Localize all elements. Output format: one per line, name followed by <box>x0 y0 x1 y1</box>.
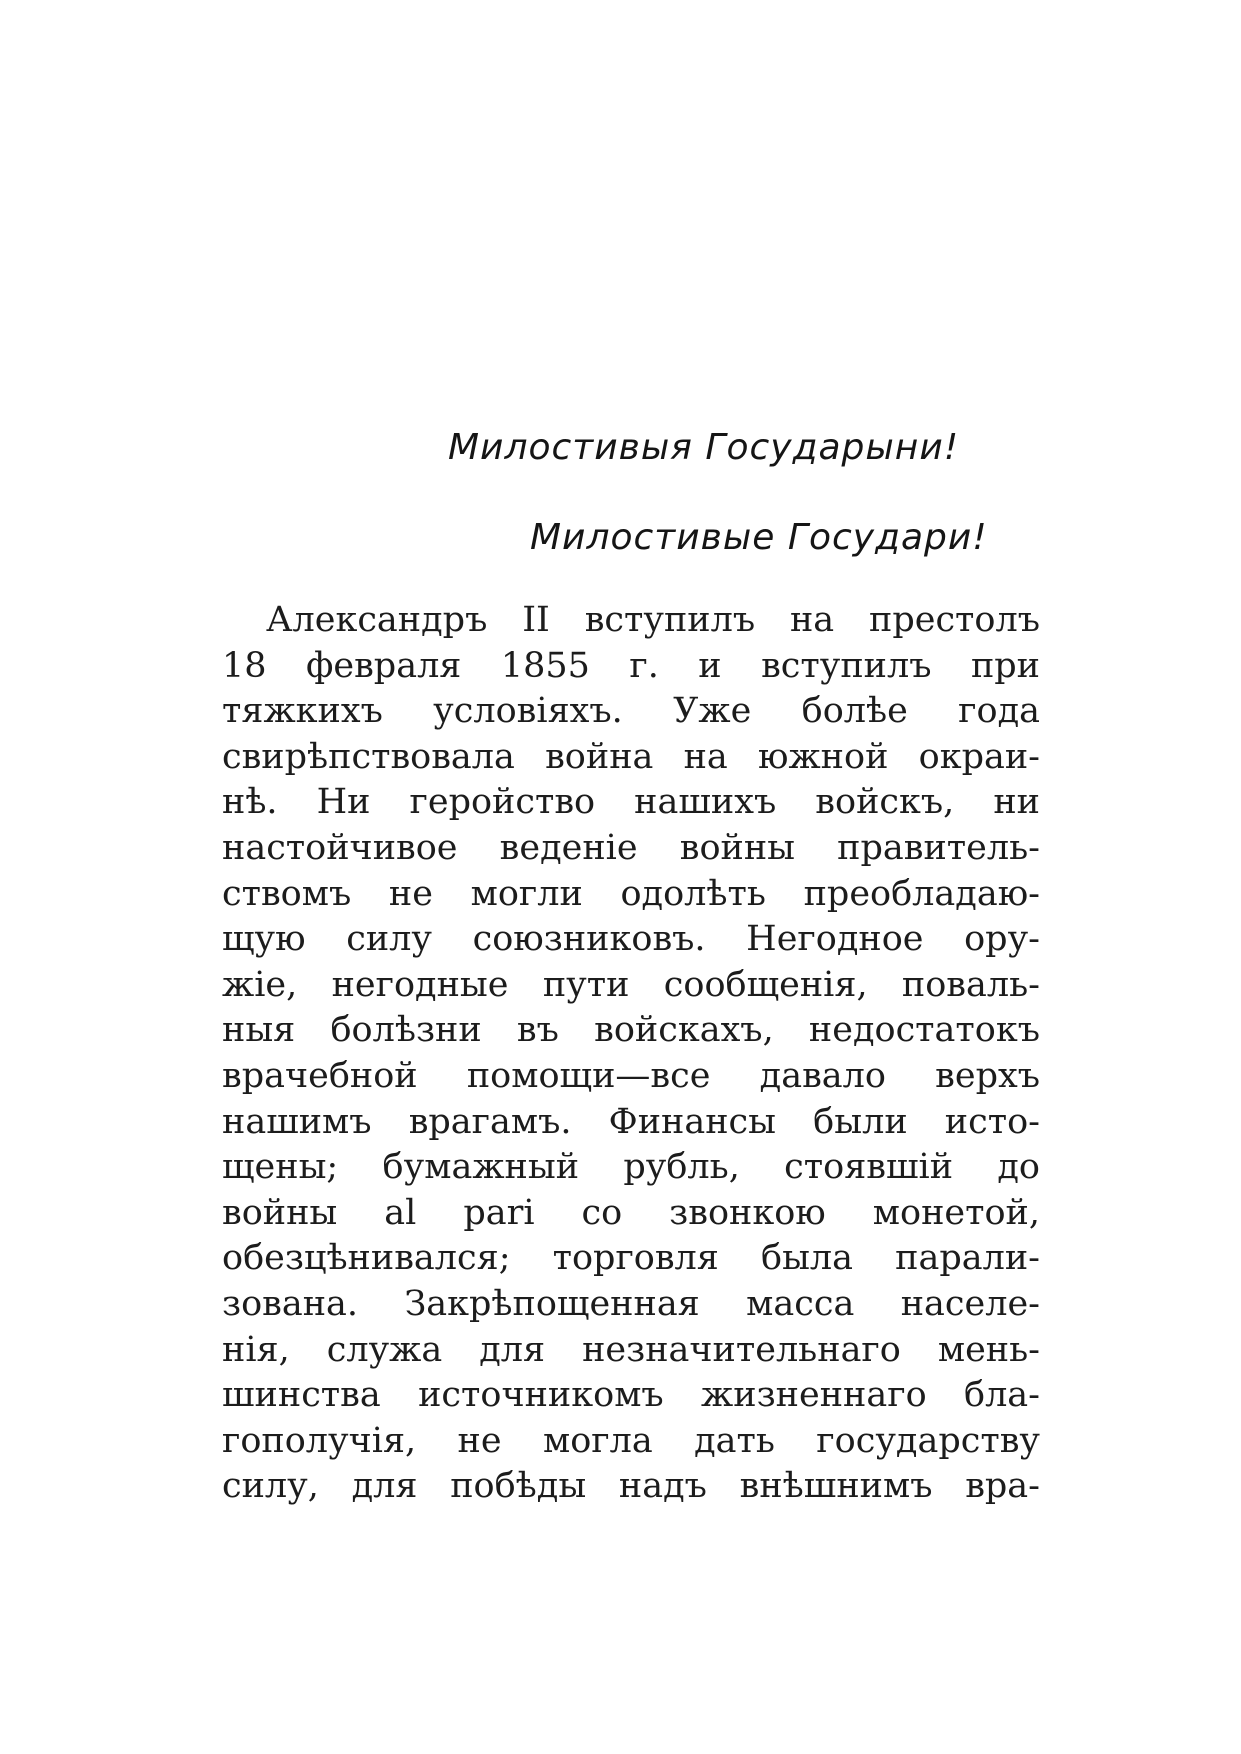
text-line: гополучія, не могла дать государству <box>222 1420 1040 1461</box>
text-line: нѣ. Ни геройство нашихъ войскъ, ни <box>222 782 1040 823</box>
salutation-gentlemen: Милостивые Государи! <box>530 517 988 558</box>
text-line: обезцѣнивался; торговля была парали- <box>222 1238 1040 1279</box>
text-line: щую силу союзниковъ. Негодное ору- <box>222 919 1040 960</box>
text-line: силу, для побѣды надъ внѣшнимъ вра- <box>222 1466 1040 1507</box>
body-paragraph <box>222 598 1040 1510</box>
text-line: ствомъ не могли одолѣть преобладаю- <box>222 873 1040 914</box>
text-line: зована. Закрѣпощенная масса населе- <box>222 1283 1040 1324</box>
salutation-ladies: Милостивыя Государыни! <box>448 427 960 468</box>
text-line: свирѣпствовала война на южной окраи- <box>222 736 1040 777</box>
text-line: настойчивое веденіе войны правитель- <box>222 827 1040 868</box>
text-line: Александръ II вступилъ на престолъ <box>266 600 1040 640</box>
text-line: 18 февраля 1855 г. и вступилъ при <box>222 645 1040 686</box>
text-line: нія, служа для незначительнаго мень- <box>222 1329 1040 1370</box>
text-line: ныя болѣзни въ войскахъ, недостатокъ <box>222 1010 1040 1051</box>
text-line: жіе, негодные пути сообщенія, поваль- <box>222 964 1040 1005</box>
text-line: нашимъ врагамъ. Финансы были исто- <box>222 1101 1040 1142</box>
text-line: войны al pari со звонкою монетой, <box>222 1192 1040 1233</box>
text-line: шинства источникомъ жизненнаго бла- <box>222 1375 1040 1416</box>
text-line: тяжкихъ условіяхъ. Уже болѣе года <box>222 691 1040 732</box>
text-line: щены; бумажный рубль, стоявшій до <box>222 1147 1040 1188</box>
text-line: врачебной помощи—все давало верхъ <box>222 1055 1040 1096</box>
